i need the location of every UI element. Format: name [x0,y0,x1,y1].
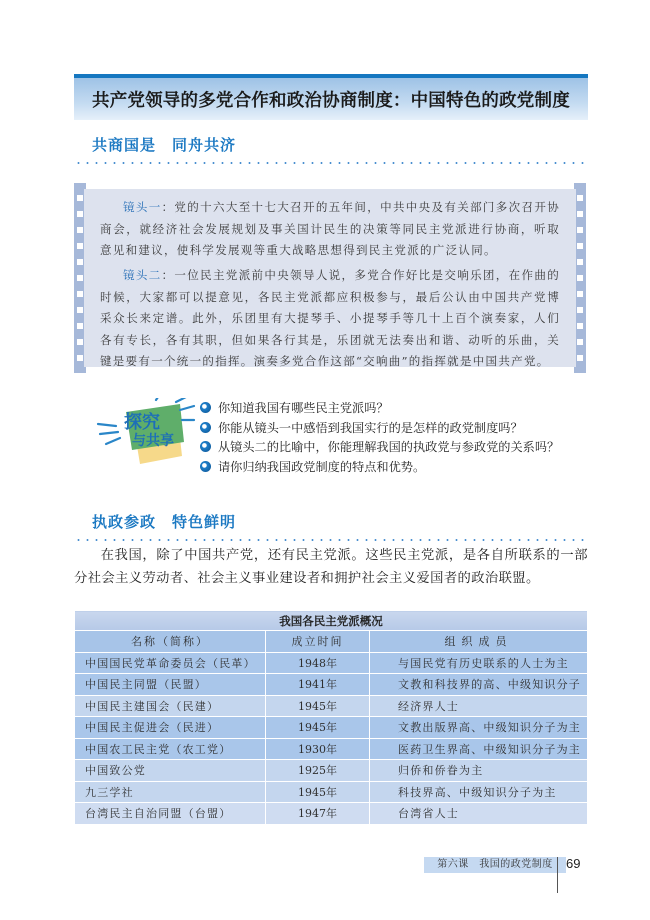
table-row: 中国国民党革命委员会（民革） 1948年 与国民党有历史联系的人士为主 [75,652,588,674]
film-hole [77,291,83,297]
film-hole [577,323,583,329]
section-heading-label: 共商国是 同舟共济 [92,136,237,154]
section-heading-governance [74,507,588,541]
column-header-year: 成立时间 [266,631,370,653]
film-hole [577,243,583,249]
svg-text:探究: 探究 [124,412,160,433]
film-hole [577,211,583,217]
film-hole [577,195,583,201]
film-hole [577,307,583,313]
film-hole [577,259,583,265]
svg-text:与共享: 与共享 [132,433,174,449]
shot-one-label: 镜头一 [123,200,162,214]
film-hole [577,291,583,297]
shot-two-text: ：一位民主党派前中央领导人说，多党合作好比是交响乐团，在作曲的时候，大家都可以提意见，各民主党派都应积极参与，最后公认由中国共产党博采众长来定谱。此外，乐团里有大提琴手、小提琴手等几十上百个演奏家，人们各有专长，各有其职，但如果各行其是，乐团就无法奏出和谐、动听的乐曲，关键是要有一个统一的指挥。演奏多党合作这部“交响曲”的指挥就是中国共产党。 [100,268,561,368]
shot-two-label: 镜头二 [123,268,162,282]
film-hole [577,227,583,233]
table-row: 中国民主促进会（民进） 1945年 文教出版界高、中级知识分子为主 [75,717,588,739]
dotted-divider [74,162,588,164]
table-row: 中国民主建国会（民建） 1945年 经济界人士 [75,695,588,717]
bullet-icon [200,422,211,433]
inquiry-question: 从镜头二的比喻中，你能理解我国的执政党与参政党的关系吗？ [200,437,600,457]
film-strip-case-box [74,183,586,373]
film-hole [77,259,83,265]
inquiry-and-share-logo-icon [96,398,196,468]
democratic-parties-table [74,610,588,825]
film-hole [77,195,83,201]
film-hole [77,227,83,233]
film-hole [577,355,583,361]
shot-one-text: ：党的十六大至十七大召开的五年间，中共中央及有关部门多次召开协商会，就经济社会发展规划及事关国计民生的决策等同民主党派进行协商，听取意见和建议，使科学发展观等重大战略思想得到民主党派的广泛认同。 [100,200,561,257]
inquiry-question: 请你归纳我国政党制度的特点和优势。 [200,457,600,477]
chapter-title-bar [74,74,588,120]
table-row: 台湾民主自治同盟（台盟） 1947年 台湾省人士 [75,803,588,825]
table-row: 九三学社 1945年 科技界高、中级知识分子为主 [75,781,588,803]
footer-divider [557,857,558,893]
film-hole [77,355,83,361]
bullet-icon [200,402,211,413]
film-hole [577,339,583,345]
table-row: 中国致公党 1925年 归侨和侨眷为主 [75,760,588,782]
page-number: 69 [566,856,581,871]
table-row: 中国民主同盟（民盟） 1941年 文教和科技界的高、中级知识分子 [75,674,588,696]
inquiry-question: 你知道我国有哪些民主党派吗？ [200,398,600,418]
chapter-title: 共产党领导的多党合作和政治协商制度：中国特色的政党制度 [92,91,570,111]
bullet-icon [200,441,211,452]
film-hole [77,323,83,329]
shot-two-paragraph [100,265,560,373]
dotted-divider [74,539,588,541]
table-row: 中国农工民主党（农工党） 1930年 医药卫生界高、中级知识分子为主 [75,738,588,760]
film-hole [77,339,83,345]
table-caption: 我国各民主党派概况 [75,611,588,631]
column-header-members: 组织成员 [370,631,588,653]
inquiry-question: 你能从镜头一中感悟到我国实行的是怎样的政党制度吗？ [200,418,600,438]
section-heading-label: 执政参政 特色鲜明 [92,513,237,531]
column-header-name: 名称（简称） [75,631,266,653]
film-hole [77,243,83,249]
inquiry-question-list [200,398,600,476]
footer-lesson-label: 第六课 我国的政党制度 [424,857,566,873]
bullet-icon [200,461,211,472]
body-paragraph: 在我国，除了中国共产党，还有民主党派。这些民主党派，是各自所联系的一部分社会主义劳动者、社会主义事业建设者和拥护社会主义爱国者的政治联盟。 [74,548,588,586]
shot-one-paragraph [100,197,560,262]
film-hole [77,211,83,217]
film-hole [77,307,83,313]
film-hole [577,275,583,281]
section-heading-consultation [74,130,588,164]
film-hole [77,275,83,281]
